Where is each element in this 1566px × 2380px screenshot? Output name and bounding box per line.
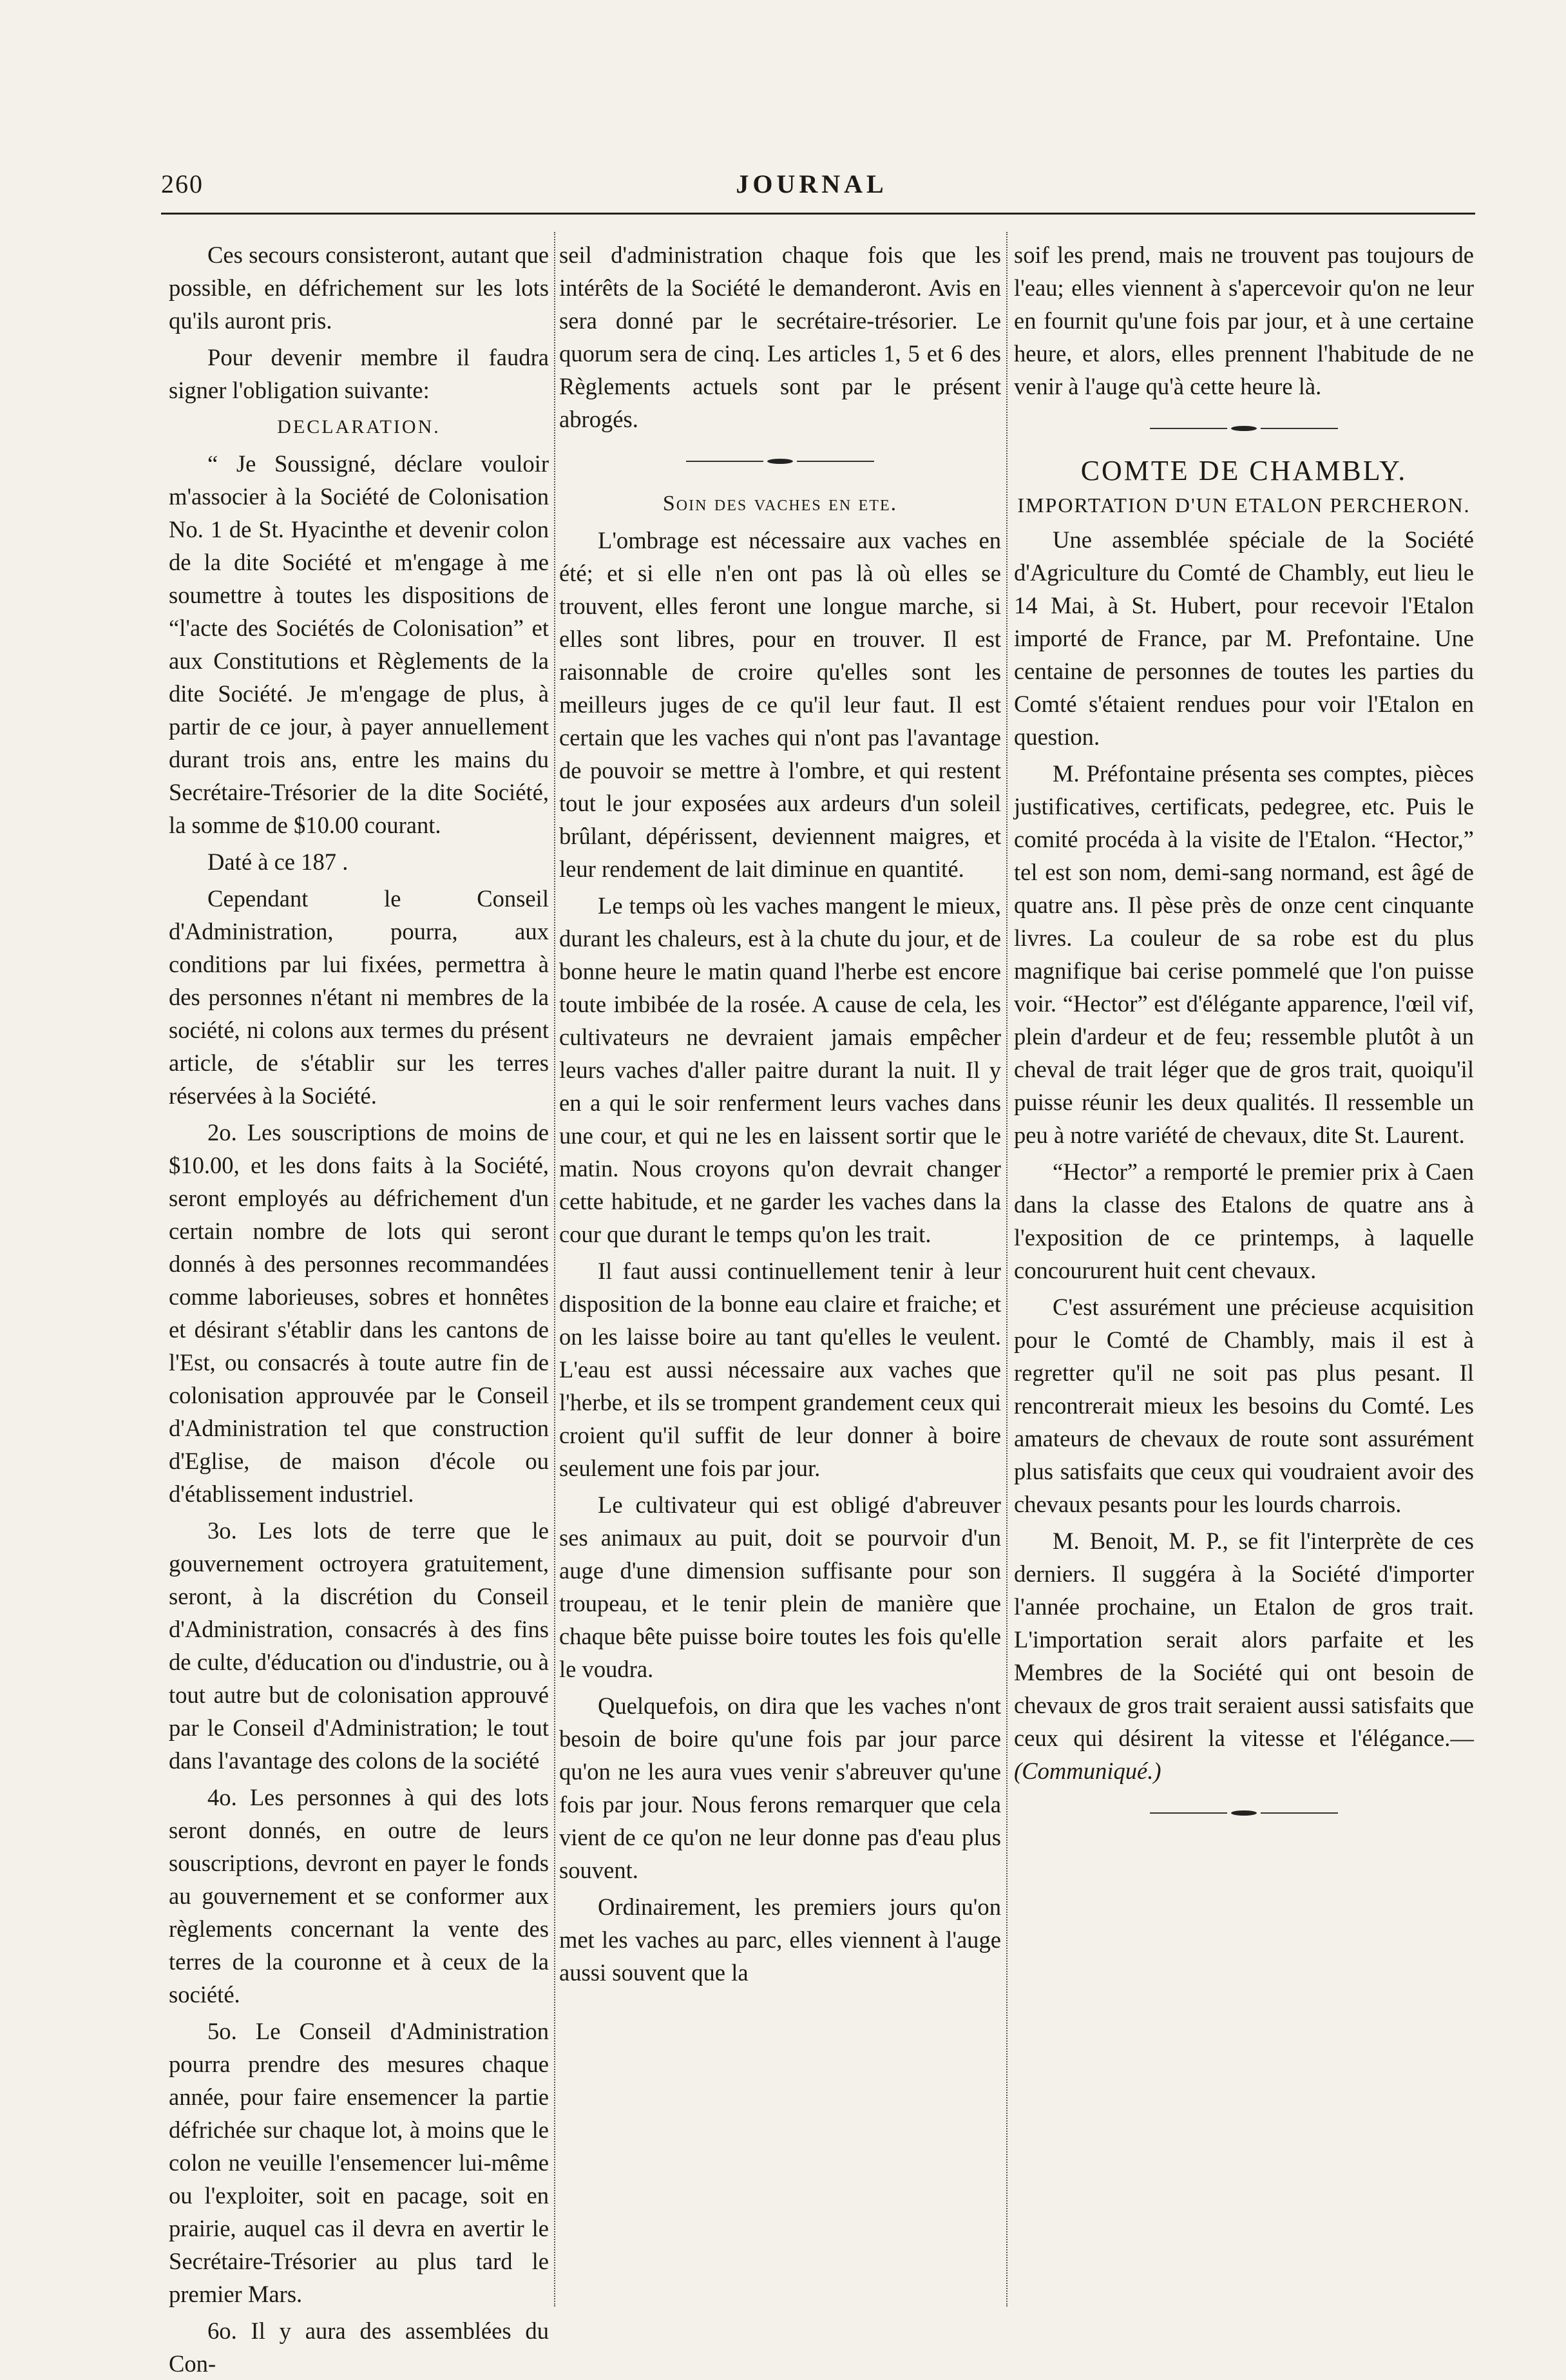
ornament-line bbox=[1150, 1812, 1227, 1814]
paragraph: Cependant le Conseil d'Administration, pourra, aux conditions par lui fixées, permettra à des personnes n'étant ni membres de la société, ni colons aux termes du présent article, de s'établir sur les terres réservées à la Société. bbox=[169, 885, 549, 1109]
ornament-line bbox=[797, 461, 874, 462]
ornament-line bbox=[686, 461, 763, 462]
paragraph: Daté à ce 187 . bbox=[207, 849, 349, 875]
running-title: JOURNAL bbox=[736, 169, 888, 198]
paragraph: “ Je Soussigné, déclare vouloir m'associer à la Société de Colonisation No. 1 de St. Hyacinthe et devenir colon de la dite Société et m'engage à me soumettre à toutes les dispositions de “l'acte des Sociétés de Colonisation” et aux Constitutions et Règlements de la dite Société. Je m'engage de plus, à partir de ce jour, à payer annuellement durant trois ans, entre les mains du Secrétaire-Trésorier de la dite Société, la somme de $10.00 courant. bbox=[169, 450, 549, 838]
paragraph: 2o. Les souscriptions de moins de $10.00, et les dons faits à la Société, seront employés au défrichement d'un certain nombre de lots qui seront donnés à des personnes recommandées comme laborieuses, sobres et honnêtes et désirant s'établir dans les cantons de l'Est, ou consacrés à toute autre fin de colonisation approuvée par le Conseil d'Administration tel que construction d'Eglise, de maison d'école ou d'établissement industriel. bbox=[169, 1119, 549, 1507]
ornament-line bbox=[1261, 1812, 1338, 1814]
paragraph: Quelquefois, on dira que les vaches n'ont besoin de boire qu'une fois par jour parce qu'on ne les aura vues venir s'abreuver qu'une fois par jour. Nous ferons remarquer que cela vient de ce qu'on ne leur donne pas d'eau plus souvent. bbox=[559, 1693, 1001, 1883]
paragraph: Ces secours consisteront, autant que possible, en défrichement sur les lots qu'ils auront pris. bbox=[169, 242, 549, 334]
column-1 bbox=[169, 238, 549, 2377]
signature: (Communiqué.) bbox=[1014, 1758, 1161, 1784]
paragraph: C'est assurément une précieuse acquisition pour le Comté de Chambly, mais il est à regretter qu'il ne soit pas plus pesant. Il rencontrerait mieux les besoins du Comté. Les amateurs de chevaux de route sont assurément plus satisfaits que ceux qui voudraient avoir des chevaux pesants pour les lourds charrois. bbox=[1014, 1294, 1474, 1517]
article-subheading: IMPORTATION D'UN ETALON PERCHERON. bbox=[1017, 494, 1471, 517]
column-3 bbox=[1014, 238, 1474, 2300]
paragraph: Il faut aussi continuellement tenir à leur disposition de la bonne eau claire et fraiche; et on les laisse boire au tant qu'elles le veulent. L'eau est aussi nécessaire aux vaches que l'herbe, et ils se trompent grandement ceux qui croient qu'il suffit de leur donner à boire seulement une fois par jour. bbox=[559, 1258, 1001, 1481]
end-ornament bbox=[1014, 1794, 1474, 1832]
paragraph: soif les prend, mais ne trouvent pas toujours de l'eau; elles viennent à s'apercevoir qu'on ne leur en fournit qu'une fois par jour, et à une certaine heure, et alors, elles prennent l'habitude de ne venir à l'auge qu'à cette heure là. bbox=[1014, 242, 1474, 399]
column-divider-1 bbox=[554, 232, 555, 2307]
article-heading: COMTE DE CHAMBLY. bbox=[1080, 455, 1408, 486]
section-ornament bbox=[559, 442, 1001, 481]
column-divider-2 bbox=[1006, 232, 1007, 2307]
ornament-diamond bbox=[1231, 426, 1257, 431]
paragraph: 6o. Il y aura des assemblées du Con- bbox=[169, 2318, 549, 2377]
paragraph: 3o. Les lots de terre que le gouvernement octroyera gratuitement, seront, à la discrétion du Conseil d'Administration, consacrés à des fins de culte, d'éducation ou d'industrie, ou à tout autre but de colonisation approuvé par le Conseil d'Administration; le tout dans l'avantage des colons de la société bbox=[169, 1517, 549, 1774]
paragraph: Le temps où les vaches mangent le mieux, durant les chaleurs, est à la chute du jour, et de bonne heure le matin quand l'herbe est encore toute imbibée de la rosée. A cause de cela, les cultivateurs ne devraient jamais empêcher leurs vaches d'aller paitre durant la nuit. Il y en a qui le soir renferment leurs vaches dans une cour, et qui ne les en laissent sortir que le matin. Nous croyons qu'on devrait changer cette habitude, et ne garder les vaches dans la cour que durant le temps qu'on les trait. bbox=[559, 892, 1001, 1247]
paragraph: “Hector” a remporté le premier prix à Caen dans la classe des Etalons de quatre ans à l'exposition de ce printemps, à laquelle concoururent huit cent chevaux. bbox=[1014, 1158, 1474, 1283]
paragraph: Pour devenir membre il faudra signer l'obligation suivante: bbox=[169, 344, 549, 403]
ornament-line bbox=[1261, 428, 1338, 429]
column-2 bbox=[559, 238, 1001, 2300]
header-rule bbox=[161, 213, 1475, 215]
declaration-title: DECLARATION. bbox=[277, 416, 441, 437]
ornament-diamond bbox=[1231, 1810, 1257, 1816]
paragraph: L'ombrage est nécessaire aux vaches en été; et si elle n'en ont pas là où elles se trouvent, elles feront une longue marche, si elles sont libres, pour en trouver. Il est raisonnable de croire qu'elles sont les meilleurs juges de ce qu'il leur faut. Il est certain que les vaches qui n'ont pas l'avantage de pouvoir se mettre à l'ombre, et qui restent tout le jour exposées aux ardeurs d'un soleil brûlant, dépérissent, deviennent maigres, et leur rendement de lait diminue en quantité. bbox=[559, 527, 1001, 882]
article-heading: Soin des vaches en ete. bbox=[662, 492, 898, 515]
paragraph: Une assemblée spéciale de la Société d'Agriculture du Comté de Chambly, eut lieu le 14 Mai, à St. Hubert, pour recevoir l'Etalon importé de France, par M. Prefontaine. Une centaine de personnes de toutes les parties du Comté s'étaient rendues pour voir l'Etalon en question. bbox=[1014, 526, 1474, 750]
paragraph: 5o. Le Conseil d'Administration pourra prendre des mesures chaque année, pour faire ensemencer la partie défrichée sur chaque lot, à moins que le colon ne veuille l'ensemencer lui-même ou l'exploiter, soit en pacage, soit en prairie, auquel cas il devra en avertir le Secrétaire-Trésorier au plus tard le premier Mars. bbox=[169, 2018, 549, 2307]
paragraph: M. Préfontaine présenta ses comptes, pièces justificatives, certificats, pedegree, etc. Puis le comité procéda à la visite de l'Etalon. “Hector,” tel est son nom, demi-sang normand, est âgé de quatre ans. Il pèse près de onze cent cinquante livres. La couleur de sa robe est du plus magnifique bai cerise pommelé que l'on puisse voir. “Hector” est d'élégante apparence, l'œil vif, plein d'ardeur et de feu; ressemble plutôt à un cheval de trait léger que de gros trait, quoiqu'il puisse réunir les deux qualités. Il ressemble un peu à notre variété de chevaux, dite St. Laurent. bbox=[1014, 760, 1474, 1148]
paragraph bbox=[1014, 1524, 1474, 1787]
paragraph: Le cultivateur qui est obligé d'abreuver ses animaux au puit, doit se pourvoir d'un auge d'une dimension suffisante pour son troupeau, et le tenir plein de manière que chaque bête puisse boire toutes les fois qu'elle le voudra. bbox=[559, 1492, 1001, 1682]
ornament-diamond bbox=[767, 459, 793, 464]
paragraph-text: M. Benoit, M. P., se fit l'interprète de ces derniers. Il suggéra à la Société d'importer l'année prochaine, un Etalon de gros trait. L'importation serait alors parfaite et les Membres de la Société qui ont besoin de chevaux de gros trait seraient aussi satisfaits que ceux qui désirent la vitesse et l'élégance.— bbox=[1014, 1528, 1474, 1751]
paragraph: seil d'administration chaque fois que les intérêts de la Société le demanderont. Avis en sera donné par le secrétaire-trésorier. Le quorum sera de cinq. Les articles 1, 5 et 6 des Règlements actuels sont par le présent abrogés. bbox=[559, 242, 1001, 432]
paragraph: Ordinairement, les premiers jours qu'on met les vaches au parc, elles viennent à l'auge aussi souvent que la bbox=[559, 1894, 1001, 1986]
section-ornament bbox=[1014, 409, 1474, 448]
page-number: 260 bbox=[161, 169, 204, 198]
page-header bbox=[161, 169, 1462, 207]
ornament-line bbox=[1150, 428, 1227, 429]
paragraph: 4o. Les personnes à qui des lots seront donnés, en outre de leurs souscriptions, devront en payer le fonds au gouvernement et se conformer aux règlements concernant la vente des terres de la couronne et à ceux de la société. bbox=[169, 1784, 549, 2008]
